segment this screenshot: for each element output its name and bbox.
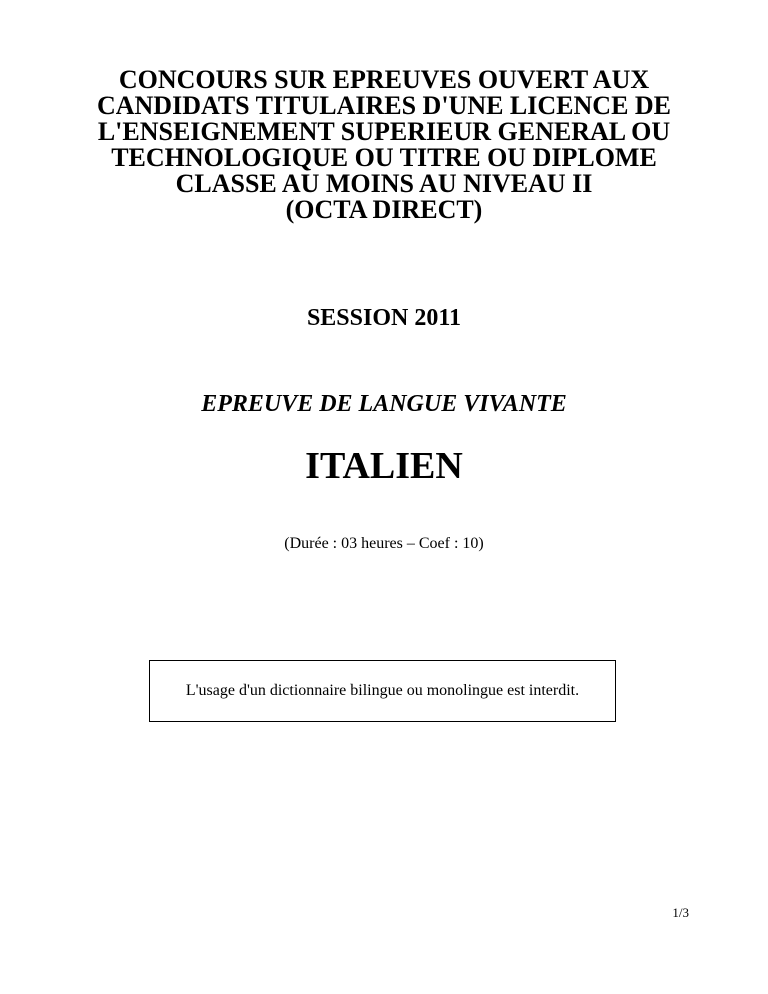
exam-title <box>0 67 768 223</box>
duration-coefficient: (Durée : 03 heures – Coef : 10) <box>284 535 484 552</box>
session-heading: SESSION 2011 <box>306 305 462 331</box>
exam-title-line-2: CANDIDATS TITULAIRES D'UNE LICENCE DE <box>96 91 672 120</box>
exam-title-line-5: CLASSE AU MOINS AU NIVEAU II <box>175 169 593 198</box>
epreuve-heading: EPREUVE DE LANGUE VIVANTE <box>201 391 567 417</box>
exam-title-line-3: L'ENSEIGNEMENT SUPERIEUR GENERAL OU <box>97 117 671 146</box>
exam-title-line-1: CONCOURS SUR EPREUVES OUVERT AUX <box>118 65 650 94</box>
exam-title-line-6: (OCTA DIRECT) <box>285 195 483 224</box>
subject-heading: ITALIEN <box>305 445 463 487</box>
notice-text: L'usage d'un dictionnaire bilingue ou monolingue est interdit. <box>185 682 580 699</box>
page-number: 1/3 <box>672 905 689 920</box>
exam-title-line-4: TECHNOLOGIQUE OU TITRE OU DIPLOME <box>111 143 657 172</box>
notice-box <box>149 660 616 722</box>
